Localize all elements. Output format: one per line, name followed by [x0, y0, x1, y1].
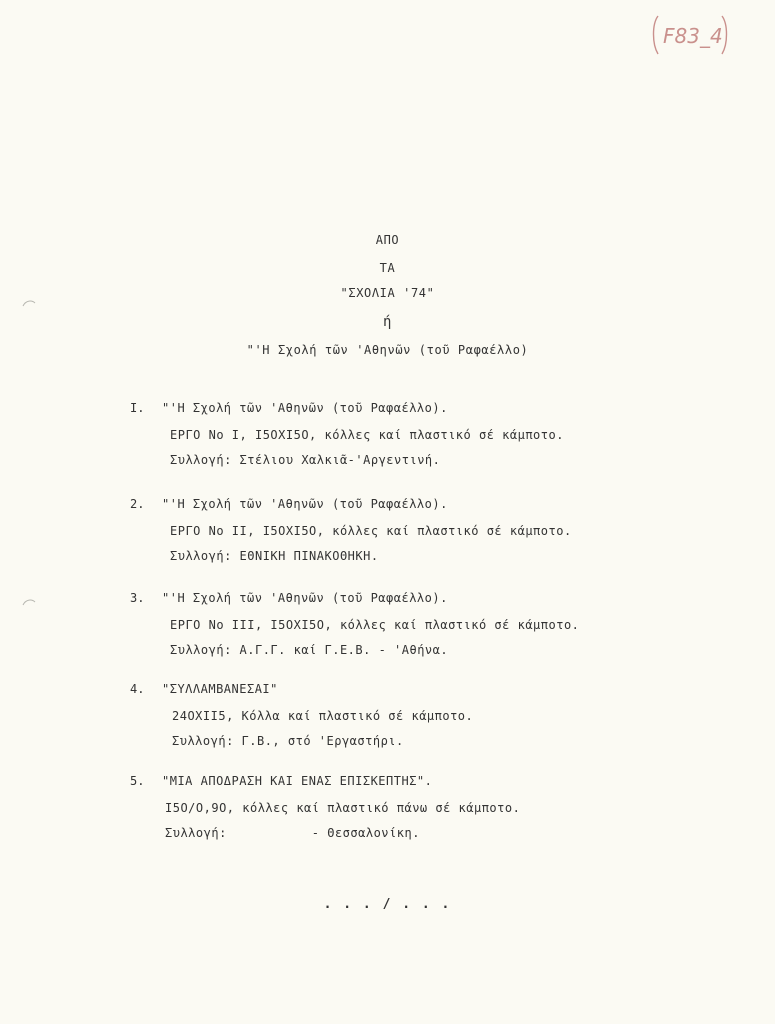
- entry-number: 5.: [130, 774, 145, 788]
- svg-text:F83_4: F83_4: [663, 24, 723, 48]
- header-line-the: ΤΑ: [379, 261, 396, 275]
- entry-title: "'Η Σχολή τῶν 'Αθηνῶν (τοῦ Ραφαέλλο).: [162, 497, 448, 511]
- entry-details: 24OXII5, Κόλλα καί πλαστικό σέ κάμποτο.: [172, 709, 474, 723]
- header-title: "ΣΧΟΛΙΑ '74": [340, 286, 435, 300]
- entry-collection: Συλλογή: Γ.Β., στό 'Εργαστήρι.: [172, 734, 404, 748]
- entry-title: "ΜΙΑ ΑΠΟΔΡΑΣΗ ΚΑΙ ΕΝΑΣ ΕΠΙΣΚΕΠΤΗΣ".: [162, 774, 433, 788]
- entry-collection: Συλλογή: - Θεσσαλονίκη.: [165, 826, 420, 840]
- entry-details: ΕΡΓΟ Νο ΙΙΙ, I5OXI5O, κόλλες καί πλαστικό σέ κάμποτο.: [170, 618, 580, 632]
- entry-title: "'Η Σχολή τῶν 'Αθηνῶν (τοῦ Ραφαέλλο).: [162, 591, 448, 605]
- header-line-from: ΑΠΟ: [375, 233, 400, 247]
- entry-details: I5O/O,9O, κόλλες καί πλαστικό πάνω σέ κάμποτο.: [165, 801, 521, 815]
- entry-title: "'Η Σχολή τῶν 'Αθηνῶν (τοῦ Ραφαέλλο).: [162, 401, 448, 415]
- header-or: ή: [382, 314, 393, 330]
- entry-number: 3.: [130, 591, 145, 605]
- entry-title: "ΣΥΛΛΑΜΒΑΝΕΣΑΙ": [162, 682, 278, 696]
- entry-details: ΕΡΓΟ Νο Ι, I5OXI5O, κόλλες καί πλαστικό σέ κάμποτο.: [170, 428, 564, 442]
- entry-collection: Συλλογή: ΕΘΝΙΚΗ ΠΙΝΑΚΟΘΗΚΗ.: [170, 549, 379, 563]
- entry-number: I.: [130, 401, 145, 415]
- entry-collection: Συλλογή: Στέλιου Χαλκιᾶ-'Αργεντινή.: [170, 453, 441, 467]
- handwritten-archive-mark: [648, 10, 732, 60]
- continuation-marker: . . . / . . .: [323, 897, 452, 912]
- entry-number: 2.: [130, 497, 145, 511]
- entry-details: ΕΡΓΟ Νο ΙΙ, I5OXI5O, κόλλες καί πλαστικό σέ κάμποτο.: [170, 524, 572, 538]
- punch-hole-mark: [22, 597, 36, 607]
- entry-collection: Συλλογή: Α.Γ.Γ. καί Γ.Ε.Β. - 'Αθήνα.: [170, 643, 449, 657]
- entry-number: 4.: [130, 682, 145, 696]
- header-subtitle: "'Η Σχολή τῶν 'Αθηνῶν (τοῦ Ραφαέλλο): [246, 343, 529, 357]
